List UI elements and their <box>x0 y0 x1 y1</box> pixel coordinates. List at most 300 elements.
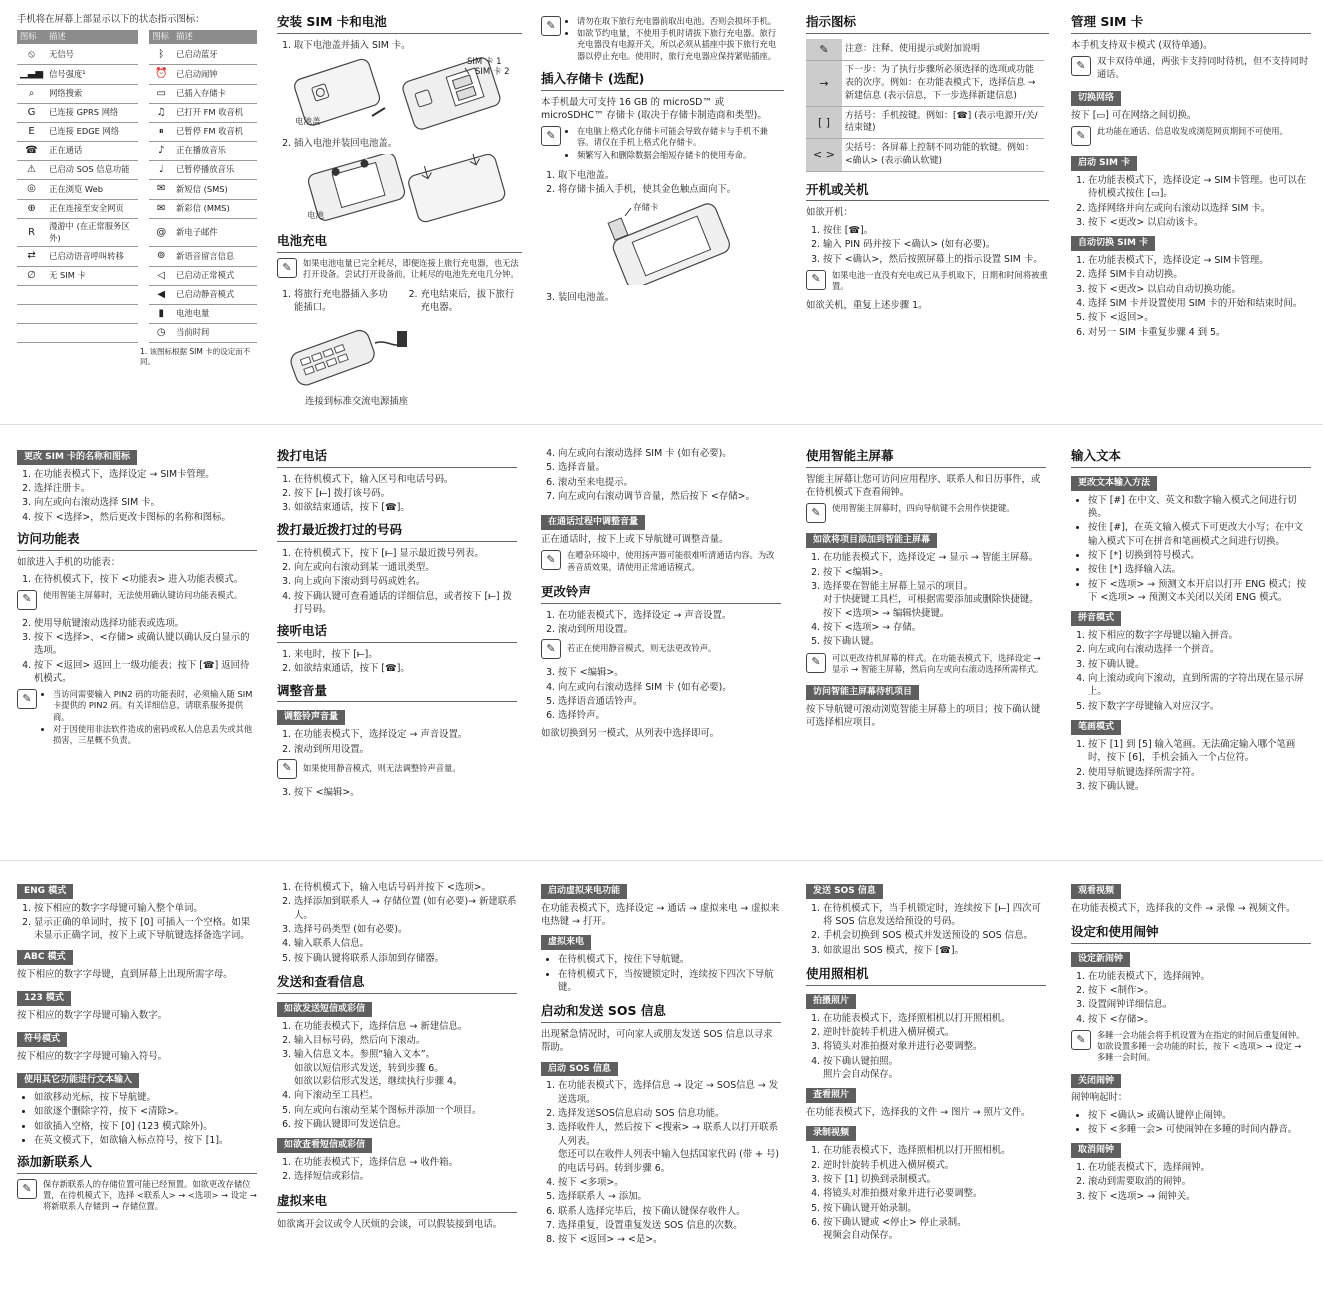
note-contact: ✎ 保存新联系人的存储位置可能已经预置。如欲更改存储位置，在待机模式下，选择 <联系人> → <选项> → 设定 → 将新联系人存储到 → 存储位置。 <box>17 1179 257 1213</box>
heading-menu: 访问功能表 <box>17 530 257 551</box>
status-icon: ✉ <box>149 180 173 199</box>
send-step: 1. 在功能表模式下，选择信息 → 新建信息。 <box>294 1020 517 1033</box>
power-step-2: 2. 输入 PIN 码并按下 <确认> (如有必要)。 <box>823 238 1049 251</box>
status-icon: ⏸ <box>149 122 173 141</box>
charge-step-2: 2. 充电结束后，拔下旅行充电器。 <box>421 288 523 315</box>
heading-contact: 添加新联系人 <box>17 1153 257 1174</box>
note-icon: ✎ <box>1071 126 1091 146</box>
sim-manage-section <box>1071 13 1311 343</box>
label-n2: 2 <box>365 154 370 163</box>
heading-input: 输入文本 <box>1071 447 1311 468</box>
fake-call-text: 如欲离开会议或令人厌烦的会谈，可以假装接到电话。 <box>277 1218 503 1230</box>
card-insert-illustration <box>541 200 784 285</box>
fake-on-text: 在功能表模式下，选择设定 → 通话 → 虚拟来电 → 虚拟来电热键 → 打开。 <box>541 902 780 928</box>
menu-step: 3. 按下 <选择>、<存储> 或确认键以确认反白显示的选项。 <box>34 631 257 658</box>
photo-step: 3. 将镜头对准拍摄对象并进行必要调整。 <box>823 1040 1046 1053</box>
symbol-text: 按下相应的数字字母键可输入符号。 <box>17 1050 168 1062</box>
status-row <box>17 324 257 343</box>
subheading-ringvol: 调整铃声音量 <box>277 710 345 725</box>
note-icon: ✎ <box>1071 56 1091 76</box>
eng-step: 2. 显示正确的单词时，按下 [0] 可插入一个空格。如果未显示正确字词，按下上或下导航键选择备选字词。 <box>34 916 257 943</box>
status-row <box>17 103 257 122</box>
status-icon: ∅ <box>17 266 46 285</box>
volume-step: 3. 按下 <编辑>。 <box>294 786 517 799</box>
photo-step: 2. 逆时针旋转手机进入横屏模式。 <box>823 1026 1046 1039</box>
subheading-symbol: 符号模式 <box>17 1032 67 1047</box>
subheading-send-sos: 发送 SOS 信息 <box>806 884 883 899</box>
note-charger: ✎ • 请勿在取下旅行充电器前取出电池。否则会损坏手机。 • 如欲节约电量，不使用手机时请拔下旅行充电器。旅行充电器没有电源开关，所以必须从插座中拔下旅行充电器以停止充电。使用时，旅行充电器应保持紧贴插座。 <box>541 16 784 63</box>
note-icon: ✎ <box>17 590 37 610</box>
memory-card-section <box>541 13 784 309</box>
status-desc: 已启动静音模式 <box>173 285 257 304</box>
answer-step: 2. 如欲结束通话，按下 [☎]。 <box>294 662 517 675</box>
status-desc: 已插入存储卡 <box>173 84 257 103</box>
status-icon: ☎ <box>17 142 46 161</box>
status-desc: 信号强度¹ <box>46 65 137 84</box>
sos-step: 4. 按下 <多项>。 <box>558 1176 781 1189</box>
label-card: 存储卡 <box>633 203 659 214</box>
send-sos-step: 3. 如欲退出 SOS 模式，按下 [☎]。 <box>823 944 1046 957</box>
abc-text: 按下相应的数字字母键，直到屏幕上出现所需字母。 <box>17 968 233 980</box>
auto-step: 1. 在功能表模式下，选择设定 → SIM卡管理。 <box>1088 254 1311 267</box>
heading-fake-call: 虚拟来电 <box>277 1192 517 1213</box>
subheading-view: 如欲查看短信或彩信 <box>277 1138 372 1153</box>
pinyin-step: 1. 按下相应的数字字母键以输入拼音。 <box>1088 629 1311 642</box>
sos-step: 7. 选择重复，设置重复发送 SOS 信息的次数。 <box>558 1219 781 1232</box>
status-desc: 已暂停 FM 收音机 <box>173 122 257 141</box>
text-input-section <box>1071 447 1311 797</box>
subheading-sos: 启动 SOS 信息 <box>541 1062 618 1077</box>
subheading-mode: 更改文本输入方法 <box>1071 476 1157 491</box>
rename-step: 4. 按下 <选择>，然后更改卡图标的名称和图标。 <box>34 511 257 524</box>
status-icon: ⏰ <box>149 65 173 84</box>
send-step: 2. 输入目标号码，然后向下滚动。 <box>294 1034 517 1047</box>
note-pin: ✎ • 当访问需要输入 PIN2 码的功能表时，必须输入随 SIM 卡提供的 PIN2 码。有关详细信息，请联系服务提供商。 • 对于因使用非法软件造成的密码或私人信息丢失或其他损害，三星概不负责。 <box>17 689 257 747</box>
label-cover: 电池盖 <box>295 117 321 128</box>
send-step: 5. 向左或向右滚动至某个图标并添加一个项目。 <box>294 1104 517 1117</box>
status-row <box>17 161 257 180</box>
volume-step: 2. 滚动到所用设置。 <box>294 743 517 756</box>
input-item: • 按住 [*] 选择输入法。 <box>1088 563 1311 576</box>
status-row <box>17 218 257 247</box>
pinyin-step: 3. 按下确认键。 <box>1088 658 1311 671</box>
smart-intro: 智能主屏幕让您可访问应用程序、联系人和日历事件，或在待机模式下查看闹钟。 <box>806 473 1041 499</box>
status-desc: 网络搜索 <box>46 84 137 103</box>
note-icon: ✎ <box>17 689 37 709</box>
status-desc: 新彩信 (MMS) <box>173 199 257 218</box>
status-icon: R <box>17 218 46 247</box>
status-desc: 已启动蓝牙 <box>173 45 257 65</box>
heading-answer: 接听电话 <box>277 622 517 643</box>
stop-item: • 按下 <多睡一会> 可使闹钟在多睡的时间内静音。 <box>1088 1123 1311 1136</box>
note-alarm: ✎ 多睡一会功能会将手机设置为在指定的时间后重复闹钟。如欲设置多睡一会功能的时长，按下 <选项> → 设定 → 多睡一会时间。 <box>1071 1030 1311 1064</box>
status-icon: ⦸ <box>17 45 46 65</box>
smart-step: 3. 选择要在智能主屏幕上显示的项目。 对于快捷键工具栏，可根据需要添加或删除快捷键。按下 <选项> → 编辑快捷键。 <box>823 580 1046 620</box>
status-icon: ⊚ <box>149 247 173 266</box>
input-modes-section <box>17 881 257 1220</box>
note-icon: ✎ <box>541 639 561 659</box>
menu-intro: 如欲进入手机的功能表： <box>17 556 121 568</box>
sos-step: 5. 选择联系人 → 添加。 <box>558 1190 781 1203</box>
send-step: 6. 按下确认键即可发送信息。 <box>294 1118 517 1131</box>
note-icon: ✎ <box>806 503 826 523</box>
status-icon: ▁▃▅ <box>17 65 46 84</box>
install-step-1: 1. 取下电池盖并插入 SIM 卡。 <box>294 39 522 52</box>
recent-step: 4. 按下确认键可查看通话的详细信息，或者按下 [⟝] 拨打号码。 <box>294 590 517 617</box>
subheading-access: 访问智能主屏幕待机项目 <box>806 685 919 700</box>
charge-step-1: 1. 将旅行充电器插入多功能插口。 <box>294 288 396 315</box>
status-icon: ᛒ <box>149 45 173 65</box>
heading-charge: 电池充电 <box>277 232 522 253</box>
status-row <box>17 122 257 141</box>
call-step: 3. 如欲结束通话，按下 [☎]。 <box>294 501 517 514</box>
status-desc: 正在连接至安全网页 <box>46 199 137 218</box>
stroke-step: 3. 按下确认键。 <box>1088 780 1311 793</box>
other-item: • 在英文模式下，如欲输入标点符号，按下 [1]。 <box>34 1134 257 1147</box>
callvol-text: 正在通话时，按下上或下导航键可调整音量。 <box>541 534 729 546</box>
status-desc: 已启动闹钟 <box>173 65 257 84</box>
status-desc: 已启动正常模式 <box>173 266 257 285</box>
activate-step: 3. 按下 <更改> 以启动该卡。 <box>1088 216 1311 229</box>
status-icon: ⚠ <box>17 161 46 180</box>
video-step: 5. 按下确认键开始录制。 <box>823 1202 1046 1215</box>
smart-step: 1. 在功能表模式下，选择设定 → 显示 → 智能主屏幕。 <box>823 551 1046 564</box>
th-desc: 描述 <box>46 30 137 45</box>
subheading-eng: ENG 模式 <box>17 884 73 899</box>
battery-insert-illustration <box>277 154 522 226</box>
alarm-step: 4. 按下 <存储>。 <box>1088 1013 1311 1026</box>
indicator-desc: 方括号：手机按键。例如：[☎] (表示电源开/关/结束键) <box>842 106 1044 139</box>
camera-section <box>806 881 1046 1247</box>
status-footnote: 1. 该图标根据 SIM 卡的设定而不同。 <box>140 347 251 367</box>
contact-step: 5. 按下确认键将联系人添加到存储器。 <box>294 952 517 965</box>
status-row <box>17 199 257 218</box>
heading-sim: 管理 SIM 卡 <box>1071 13 1311 34</box>
heading-power: 开机或关机 <box>806 181 1049 202</box>
video-step: 2. 逆时针旋转手机进入横屏模式。 <box>823 1159 1046 1172</box>
install-step-2: 2. 插入电池并装回电池盖。 <box>294 137 522 150</box>
send-step: 4. 向下滚动至工具栏。 <box>294 1089 517 1102</box>
status-icon: ♪ <box>149 142 173 161</box>
recent-step: 3. 向上或向下滚动到号码或姓名。 <box>294 575 517 588</box>
other-item: • 如欲逐个删除字符，按下 <清除>。 <box>34 1105 257 1118</box>
note-icon: ✎ <box>806 653 826 673</box>
contact-step: 3. 选择号码类型 (如有必要)。 <box>294 923 517 936</box>
label-n1: 1 <box>335 157 340 166</box>
indicator-symbol: → <box>806 61 842 106</box>
indicator-desc: 尖括号：各屏幕上控制不同功能的软键。例如：<确认> (表示确认软键) <box>842 139 1044 172</box>
status-desc: 新语音留言信息 <box>173 247 257 266</box>
smart-step: 4. 按下 <选项> → 存储。 <box>823 621 1046 634</box>
alarm-step: 1. 在功能表模式下，选择闹钟。 <box>1088 970 1311 983</box>
status-desc: 已启动 SOS 信息功能 <box>46 161 137 180</box>
ringtone-section <box>541 447 781 744</box>
eng-step: 1. 按下相应的数字字母键可输入整个单词。 <box>34 902 257 915</box>
call-step: 2. 按下 [⟝] 拨打该号码。 <box>294 487 517 500</box>
subheading-photo: 拍摄照片 <box>806 994 856 1009</box>
volume-step: 7. 向左或向右滚动调节音量，然后按下 <存储>。 <box>558 490 781 503</box>
charger-illustration <box>277 319 522 389</box>
video-step: 4. 将镜头对准拍摄对象并进行必要调整。 <box>823 1187 1046 1200</box>
rename-step: 2. 选择注册卡。 <box>34 482 257 495</box>
note-menu: ✎ 使用智能主屏幕时，无法使用确认键访问功能表模式。 <box>17 590 257 610</box>
power-off: 如欲关机，重复上述步骤 1。 <box>806 300 928 312</box>
fake-call-item: • 在待机模式下，按住下导航键。 <box>558 953 781 966</box>
status-desc: 无 SIM 卡 <box>46 266 137 285</box>
status-icon: ⊕ <box>17 199 46 218</box>
status-row <box>17 180 257 199</box>
send-sos-step: 2. 手机会切换到 SOS 模式并发送预设的 SOS 信息。 <box>823 929 1046 942</box>
status-icon: ◁ <box>149 266 173 285</box>
card-step-2: 2. 将存储卡插入手机，使其金色触点面向下。 <box>558 183 784 196</box>
contact-step: 4. 输入联系人信息。 <box>294 937 517 950</box>
subheading-fake-call: 虚拟来电 <box>541 935 591 950</box>
subheading-send: 如欲发送短信或彩信 <box>277 1002 372 1017</box>
status-icon: ▮ <box>149 304 173 323</box>
send-sos-step: 1. 在待机模式下，当手机锁定时，连续按下 [⟝] 四次可将 SOS 信息发送给预设的号码。 <box>823 902 1046 929</box>
heading-messages: 发送和查看信息 <box>277 973 517 994</box>
view-step: 1. 在功能表模式下，选择信息 → 收件箱。 <box>294 1156 517 1169</box>
label-battery: 电池 <box>307 211 325 222</box>
heading-card: 插入存储卡 (选配) <box>541 70 784 91</box>
photo-step: 4. 按下确认键拍照。 照片会自动保存。 <box>823 1055 1046 1082</box>
volume-step: 4. 向左或向右滚动选择 SIM 卡 (如有必要)。 <box>558 447 781 460</box>
alarm-step: 3. 设置闹钟详细信息。 <box>1088 998 1311 1011</box>
status-desc: 新短信 (SMS) <box>173 180 257 199</box>
status-row <box>17 142 257 161</box>
volume-step: 5. 选择音量。 <box>558 461 781 474</box>
cancel-step: 3. 按下 <选项> → 闹钟关。 <box>1088 1190 1311 1203</box>
card-drawing <box>541 200 781 285</box>
indicator-row <box>806 106 1044 139</box>
indicator-symbol: < > <box>806 139 842 172</box>
heading-call: 拨打电话 <box>277 447 517 468</box>
contact-step: 2. 选择添加到联系人 → 存储位置 (如有必要)→ 新建联系人。 <box>294 895 517 922</box>
heading-volume: 调整音量 <box>277 682 517 703</box>
send-step: 3. 输入信息文本。参照“输入文本”。 如欲以短信形式发送，转到步骤 6。 如欲以彩信形式发送，继续执行步骤 4。 <box>294 1048 517 1088</box>
status-row <box>17 45 257 65</box>
status-icon: ♫ <box>149 103 173 122</box>
status-icon: ◷ <box>149 324 173 343</box>
status-row <box>17 247 257 266</box>
note-icon: ✎ <box>277 759 297 779</box>
note-callvol: ✎ 在嘈杂环境中，使用扬声器可能很难听清通话内容。为改善音质效果，请使用正常通话模式。 <box>541 550 781 572</box>
status-row <box>17 266 257 285</box>
watch-text: 在功能表模式下，选择我的文件 → 录像 → 视频文件。 <box>1071 902 1296 914</box>
note-icon: ✎ <box>541 550 561 570</box>
recent-step: 1. 在待机模式下，按下 [⟝] 显示最近拨号列表。 <box>294 547 517 560</box>
sim-intro: 本手机支持双卡模式 (双待单通)。 <box>1071 39 1213 51</box>
subheading-abc: ABC 模式 <box>17 950 73 965</box>
access-text: 按下导航键可滚动浏览智能主屏幕上的项目；按下确认键可选择相应项目。 <box>806 703 1041 729</box>
status-icon-table <box>17 30 257 343</box>
subheading-cancel-alarm: 取消闹钟 <box>1071 1143 1121 1158</box>
video-step: 1. 在功能表模式下，选择照相机以打开照相机。 <box>823 1144 1046 1157</box>
ringtone-step: 4. 向左或向右滚动选择 SIM 卡 (如有必要)。 <box>558 681 781 694</box>
status-desc: 已连接 GPRS 网络 <box>46 103 137 122</box>
pinyin-step: 4. 向上滚动或向下滚动，直到所需的字符出现在显示屏上。 <box>1088 672 1311 699</box>
indicator-symbol: ✎ <box>806 39 842 61</box>
indicator-row <box>806 139 1044 172</box>
warning-icon: ✎ <box>541 16 561 36</box>
recent-step: 2. 向左或向右滚动到某一通讯类型。 <box>294 561 517 574</box>
auto-step: 6. 对另一 SIM 卡重复步骤 4 到 5。 <box>1088 326 1311 339</box>
status-icon: ⇄ <box>17 247 46 266</box>
sos-step: 1. 在功能表模式下，选择信息 → 设定 → SOS信息 → 发送选项。 <box>558 1079 781 1106</box>
smart-screen-section <box>806 447 1046 733</box>
indicator-desc: 注意：注释、使用提示或附加说明 <box>842 39 1044 61</box>
indicator-symbol: [ ] <box>806 106 842 139</box>
label-sim1: SIM 卡 1 <box>467 57 502 68</box>
alarm-step: 2. 按下 <制作>。 <box>1088 984 1311 997</box>
power-step-1: 1. 按住 [☎]。 <box>823 224 1049 237</box>
subheading-set-alarm: 设定新闹钟 <box>1071 952 1130 967</box>
th-icon: 图标 <box>17 30 46 45</box>
status-row <box>17 304 257 323</box>
heading-install: 安装 SIM 卡和电池 <box>277 13 522 34</box>
photo-step: 1. 在功能表模式下，选择照相机以打开照相机。 <box>823 1012 1046 1025</box>
status-desc: 新电子邮件 <box>173 218 257 247</box>
status-icon: ▭ <box>149 84 173 103</box>
note-power: ✎ 如果电池一直没有充电或已从手机取下，日期和时间将被重置。 <box>806 270 1049 292</box>
heading-smart: 使用智能主屏幕 <box>806 447 1046 468</box>
note-style: ✎ 可以更改待机屏幕的样式。在功能表模式下，选择设定 → 显示 → 智能主屏幕，然后向左或向右滚动选择所需样式。 <box>806 653 1046 675</box>
th-icon: 图标 <box>149 30 173 45</box>
subheading-view-photo: 查看照片 <box>806 1088 856 1103</box>
stroke-step: 2. 使用导航键选择所需字符。 <box>1088 766 1311 779</box>
subheading-stroke: 笔画模式 <box>1071 720 1121 735</box>
num-text: 按下相应的数字字母键可输入数字。 <box>17 1009 168 1021</box>
status-row <box>17 65 257 84</box>
pinyin-step: 2. 向左或向右滚动选择一个拼音。 <box>1088 643 1311 656</box>
subheading-rename: 更改 SIM 卡的名称和图标 <box>17 450 137 465</box>
note-icon: ✎ <box>1071 1030 1091 1050</box>
indicator-table <box>806 39 1044 172</box>
status-icon: ◎ <box>17 180 46 199</box>
input-item: • 按下 [*] 切换到符号模式。 <box>1088 549 1311 562</box>
status-desc: 已启动语音呼叫转移 <box>46 247 137 266</box>
status-desc: 电池电量 <box>173 304 257 323</box>
note-volume: ✎ 如果使用静音模式，则无法调整铃声音量。 <box>277 759 517 779</box>
sos-section <box>541 881 781 1251</box>
status-icon: ♩ <box>149 161 173 180</box>
smart-step: 5. 按下确认键。 <box>823 635 1046 648</box>
note-icon: ✎ <box>541 126 561 146</box>
note-ringtone: ✎ 若正在使用静音模式，则无法更改铃声。 <box>541 639 781 659</box>
label-sim2: SIM 卡 2 <box>475 67 510 78</box>
indicator-section <box>806 13 1049 317</box>
alarm-section <box>1071 881 1311 1207</box>
note-charge: ✎ 如果电池电量已完全耗尽，即便连接上旅行充电器，也无法打开设备。尝试打开设备前，让耗尽的电池先充电几分钟。 <box>277 258 522 280</box>
note-icon: ✎ <box>277 258 297 278</box>
ringtone-step: 1. 在功能表模式下，选择设定 → 声音设置。 <box>558 609 781 622</box>
status-desc: 无信号 <box>46 45 137 65</box>
sos-intro: 出现紧急情况时，可向家人或朋友发送 SOS 信息以寻求帮助。 <box>541 1029 773 1054</box>
sos-step: 6. 联系人选择完毕后，按下确认键保存收件人。 <box>558 1205 781 1218</box>
note-icon: ✎ <box>806 270 826 290</box>
heading-sos: 启动和发送 SOS 信息 <box>541 1002 781 1023</box>
subheading-pinyin: 拼音模式 <box>1071 611 1121 626</box>
heading-indicator: 指示图标 <box>806 13 1049 34</box>
activate-step: 1. 在功能表模式下，选择设定 → SIM卡管理。也可以在待机模式按住 [▭]。 <box>1088 174 1311 201</box>
menu-section <box>17 447 257 754</box>
card-intro: 本手机最大可支持 16 GB 的 microSD™ 或 microSDHC™ 存储卡 (取决于存储卡制造商和类型)。 <box>541 96 767 121</box>
auto-step: 2. 选择 SIM卡自动切换。 <box>1088 268 1311 281</box>
note-switch: ✎ 此功能在通话、信息收发或浏览网页期间不可使用。 <box>1071 126 1311 146</box>
ringtone-end: 如欲切换到另一模式，从列表中选择即可。 <box>541 727 720 739</box>
status-desc: 已暂停播放音乐 <box>173 161 257 180</box>
switch-text: 按下 [▭] 可在网络之间切换。 <box>1071 109 1197 121</box>
menu-step: 2. 使用导航键滚动选择功能表或选项。 <box>34 617 257 630</box>
note-sim: ✎ 双卡双待单通，两张卡支持同时待机，但不支持同时通话。 <box>1071 56 1311 81</box>
sos-step: 3. 选择收件人，然后按下 <搜索> → 联系人以打开联系人列表。 您还可以在收件人列表中输入包括国家代码 (带 + 号) 的电话号码。转到步骤 6。 <box>558 1121 781 1174</box>
status-icon: ⌕ <box>17 84 46 103</box>
note-smart: ✎ 使用智能主屏幕时，四向导航键不会用作快捷键。 <box>806 503 1046 523</box>
subheading-switch: 切换网络 <box>1071 91 1121 106</box>
card-step-3: 3. 装回电池盖。 <box>558 291 784 304</box>
note-card: ✎ • 在电脑上格式化存储卡可能会导致存储卡与手机不兼容。请仅在手机上格式化存储卡。 • 频繁写入和删除数据会缩短存储卡的使用寿命。 <box>541 126 784 162</box>
call-section <box>277 447 517 803</box>
subheading-123: 123 模式 <box>17 991 71 1006</box>
sos-step: 8. 按下 <返回> → <是>。 <box>558 1233 781 1246</box>
panel-divider <box>0 860 1323 861</box>
ringtone-step: 2. 滚动到所用设置。 <box>558 623 781 636</box>
label-ac-outlet: 连接到标准交流电源插座 <box>305 396 409 408</box>
status-row <box>17 285 257 304</box>
status-desc: 正在浏览 Web <box>46 180 137 199</box>
sim-insert-illustration <box>277 56 522 131</box>
volume-step: 6. 滚动至来电提示。 <box>558 476 781 489</box>
th-desc: 描述 <box>173 30 257 45</box>
input-item: • 按下 <选项> → 预测文本开启以打开 ENG 模式；按下 <选项> → 预测文本关闭以关闭 ENG 模式。 <box>1088 578 1311 605</box>
video-step: 3. 按下 [1] 切换到录制模式。 <box>823 1173 1046 1186</box>
indicator-desc: 下一步：为了执行步骤所必须选择的选项或功能表的次序。例如：在功能表模式下，选择信息 → 新建信息 (表示信息，下一步选择新建信息) <box>842 61 1044 106</box>
status-desc: 已打开 FM 收音机 <box>173 103 257 122</box>
subheading-stop-alarm: 关闭闹钟 <box>1071 1074 1121 1089</box>
status-desc: 已连接 EDGE 网络 <box>46 122 137 141</box>
status-desc: 当前时间 <box>173 324 257 343</box>
status-icon: ✉ <box>149 199 173 218</box>
fake-call-item: • 在待机模式下，当按键锁定时，连续按下四次下导航键。 <box>558 968 781 995</box>
ringtone-step: 6. 选择铃声。 <box>558 709 781 722</box>
indicator-row <box>806 61 1044 106</box>
stop-item: • 按下 <确认> 或确认键停止闹钟。 <box>1088 1109 1311 1122</box>
smart-step: 2. 按下 <编辑>。 <box>823 566 1046 579</box>
other-item: • 如欲移动光标，按下导航键。 <box>34 1091 257 1104</box>
heading-camera: 使用照相机 <box>806 965 1046 986</box>
call-step: 1. 在待机模式下，输入区号和电话号码。 <box>294 473 517 486</box>
auto-step: 5. 按下 <返回>。 <box>1088 311 1311 324</box>
rename-step: 3. 向左或向右滚动选择 SIM 卡。 <box>34 496 257 509</box>
indicator-row <box>806 39 1044 61</box>
messages-section <box>277 881 517 1235</box>
stop-intro: 闹钟响起时： <box>1071 1092 1128 1104</box>
subheading-video: 录制视频 <box>806 1126 856 1141</box>
input-item: • 按下 [#] 在中文、英文和数字输入模式之间进行切换。 <box>1088 494 1311 521</box>
status-icon: ◀ <box>149 285 173 304</box>
rename-step: 1. 在功能表模式下，选择设定 → SIM卡管理。 <box>34 468 257 481</box>
pinyin-step: 5. 按下数字字母键输入对应汉字。 <box>1088 700 1311 713</box>
video-step: 6. 按下确认键或 <停止> 停止录制。 视频会自动保存。 <box>823 1216 1046 1243</box>
subheading-callvol: 在通话过程中调整音量 <box>541 515 645 530</box>
answer-step: 1. 来电时，按下 [⟝]。 <box>294 648 517 661</box>
subheading-add: 如欲将项目添加到智能主屏幕 <box>806 533 937 548</box>
activate-step: 2. 选择网络并向左或向右滚动以选择 SIM 卡。 <box>1088 202 1311 215</box>
menu-step: 1. 在待机模式下，按下 <功能表> 进入功能表模式。 <box>34 573 257 586</box>
power-on-intro: 如欲开机： <box>806 207 853 219</box>
power-step-3: 3. 按下 <确认>，然后按照屏幕上的指示设置 SIM 卡。 <box>823 253 1049 266</box>
heading-recent: 拨打最近拨打过的号码 <box>277 521 517 542</box>
